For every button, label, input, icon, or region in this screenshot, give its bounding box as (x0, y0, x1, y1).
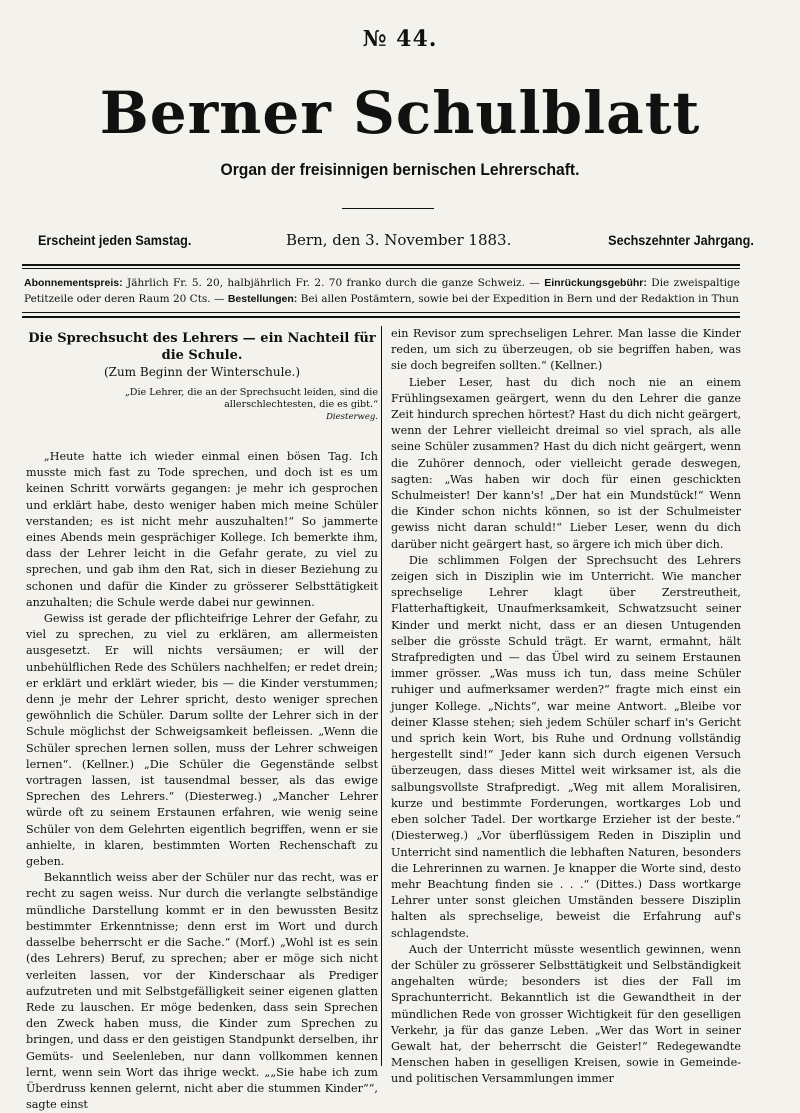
order-text: Bei allen Postämtern, sowie bei der Expedition in Bern und der Redaktion in Thun (297, 293, 739, 305)
notice-rule-thin (22, 312, 740, 313)
article-subtitle: (Zum Beginn der Winterschule.) (103, 365, 301, 379)
paragraph: „Heute hatte ich wieder einmal einen bösen Tag. Ich musste mich fast zu Tode sprechen, und doch ist es um keinen Schritt vorwärts gegangen: je mehr ich gesprochen und erklärt habe, desto weniger haben mich meine Schüler verstanden; es ist nicht mehr auszuhalten!“ So jammerte eines Abends mein gesprächiger Kollege. Ich bemerkte ihm, dass der Lehrer leicht in die Gefahr gerate, zu viel zu sprechen, und gab ihm den Rat, sich in dieser Beziehung zu schonen und dafür die Kinder zu grösserer Selbsttätigkeit anzuhalten; die Schule werde dabei nur gewinnen. (26, 450, 378, 609)
header-rule-top (22, 264, 740, 266)
insertion-text: Die zweispaltige Petitzeile oder deren Raum 20 Cts. — (24, 277, 740, 305)
subscription-notice (24, 275, 740, 307)
abo-text: Jährlich Fr. 5. 20, halbjährlich Fr. 2. 70 franko durch die ganze Schweiz. — (122, 277, 545, 289)
paragraph: Die schlimmen Folgen der Sprechsucht des Lehrers zeigen sich in Disziplin wie im Unterricht. Wie mancher sprechselige Lehrer klagt über Zerstreutheit, Flatterhaftigkeit, Unaufmerksamkeit, Schwatzsucht seiner Kinder und merkt nicht, dass er an diesen Untugenden selber die grösste Schuld trägt. Er warnt, ermahnt, hält Strafpredigten und — das Übel wird zu seinem Erstaunen immer grösser. „Was muss ich tun, dass meine Schüler ruhiger und aufmerksamer werden?“ fragte mich einst ein junger Kollege. „Nichts“, war meine Antwort. „Bleibe vor deiner Klasse stehen; sieh jedem Schüler scharf in's Gericht und sprich kein Wort, bis Ruhe und Ordnung vollständig hergestellt sind!“ Jeder kann sich durch eigenen Versuch überzeugen, dass dieses Mittel weit wirksamer ist, als die salbungsvollste Strafpredigt. „Weg mit allem Moralisiren, kurze und bestimmte Forderungen, wortkarges Lob und eben solcher Tadel. Der wortkarge Erzieher ist der beste.“ (Diesterweg.) „Vor überflüssigem Reden in Disziplin und Unterricht sind namentlich die lebhaften Naturen, besonders die Lehrerinnen zu warnen. Je knapper die Worte sind, desto mehr Beachtung finden sie . . .“ (Dittes.) Dass wortkarge Lehrer unter sonst gleichen Umständen bessere Disziplin halten als sprechselige, beweist die Erfahrung auf's schlagendste. (391, 553, 741, 940)
paragraph: Gewiss ist gerade der pflichteifrige Lehrer der Gefahr, zu viel zu sprechen, zu viel zu erklären, am allermeisten ausgesetzt. Er will nichts versäumen; er will der unbehülflichen Rede des Schülers nachhelfen; er redet drein; er erklärt und erklärt wieder, bis — die Kinder verstummen; denn je mehr der Lehrer spricht, desto weniger sprechen gewöhnlich die Schüler. Darum sollte der Lehrer sich in der Schule möglichst der Schweigsamkeit befleissen. „Wenn die Schüler sprechen lernen sollen, muss der Lehrer schweigen lernen“. (Kellner.) „Die Schüler die Gegenstände selbst vortragen lassen, ist tausendmal besser, als das ewige Sprechen des Lehrers.“ (Diesterweg.) „Mancher Lehrer würde oft zu seinem Erstaunen erfahren, wie wenig seine Schüler von dem Gelehrten eigentlich begriffen, wenn er sie anhielte, in klaren, bestimmten Worten Rechenschaft zu geben. (26, 612, 378, 869)
article-title: Die Sprechsucht des Lehrers — ein Nachteil für die Schule. (28, 331, 376, 363)
frequency: Erscheint jeden Samstag. (38, 232, 192, 248)
masthead-subtitle: Organ der freisinnigen bernischen Lehrerschaft. (220, 160, 580, 179)
dateline (38, 232, 754, 252)
notice-rule-thick (22, 316, 740, 318)
column-divider (381, 326, 382, 1066)
masthead-title: Berner Schulblatt (99, 79, 701, 147)
order-label: Bestellungen: (227, 293, 298, 305)
volume: Sechszehnter Jahrgang. (608, 232, 754, 248)
abo-label: Abonnementspreis: (24, 277, 123, 289)
paragraph: Auch der Unterricht müsste wesentlich gewinnen, wenn der Schüler zu grösserer Selbsttätigkeit und Selbständigkeit angehalten würde; besonders ist dies der Fall im Sprachunterricht. Bekanntlich ist die Gewandtheit in der mündlichen Rede von grosser Wichtigkeit für den geselligen Verkehr, ja für das ganze Leben. „Wer das Wort in seiner Gewalt hat, der beherrscht die Geister!“ Redegewandte Menschen haben in geselligen Kreisen, sowie in Gemeinde- und politischen Versammlungen immer (391, 942, 741, 1086)
left-column (26, 326, 378, 1113)
article-motto: „Die Lehrer, die an der Sprechsucht leiden, sind die allerschlechtesten, die es gibt.“ (124, 387, 378, 410)
motto-source: Diesterweg. (326, 412, 378, 422)
issue-number: № 44. (362, 26, 438, 52)
right-column (391, 326, 741, 1088)
paragraph: Bekanntlich weiss aber der Schüler nur das recht, was er recht zu sagen weiss. Nur durch die verlangte selbständige mündliche Darstellung kommt er in den bewussten Besitz bestimmter Erkenntnisse; denn erst im Wort und durch dasselbe beherrscht er die Sache.“ (Morf.) „Wohl ist es sein (des Lehrers) Beruf, zu sprechen; aber er möge sich nicht verleiten lassen, vor der Kinderschaar als Prediger aufzutreten und mit Selbstgefälligkeit seiner eigenen glatten Rede zu lauschen. Er möge bedenken, dass sein Sprechen den Zweck haben muss, die Kinder zum Sprechen zu bringen, und dass er den geistigen Standpunkt derselben, ihr Gemüts- und Seelenleben, nur dann vollkommen kennen lernt, wenn sein Wort das ihrige weckt. „„Sie habe ich zum Überdruss kennen gelernt, nicht aber die stummen Kinder““, sagte einst (26, 871, 378, 1112)
paragraph: ein Revisor zum sprechseligen Lehrer. Man lasse die Kinder reden, um sich zu überzeugen, ob sie begriffen haben, was sie doch begreifen sollten.“ (Kellner.) (391, 327, 741, 373)
paragraph: Lieber Leser, hast du dich noch nie an einem Frühlingsexamen geärgert, wenn du den Lehrer die ganze Zeit hindurch sprechen hörtest? Hast du dich nicht geärgert, wenn der Lehrer vielleicht dreimal so viel sprach, als alle seine Schüler zusammen? Hast du dich nicht geärgert, wenn die Zuhörer dennoch, oder vielleicht gerade deswegen, sagten: „Was haben wir doch für einen geschickten Schulmeister! Der kann's! „Der hat ein Mundstück!“ Wenn die Kinder schon nichts können, so ist der Schulmeister gewiss nicht daran schuld!“ Lieber Leser, wenn du dich darüber nicht geärgert hast, so ärgere ich mich über dich. (391, 375, 741, 551)
insertion-label: Einrückungsgebühr: (544, 277, 647, 289)
publication-date: Bern, den 3. November 1883. (286, 231, 512, 249)
header-rule-top-thin (22, 268, 740, 269)
short-divider (342, 208, 434, 209)
